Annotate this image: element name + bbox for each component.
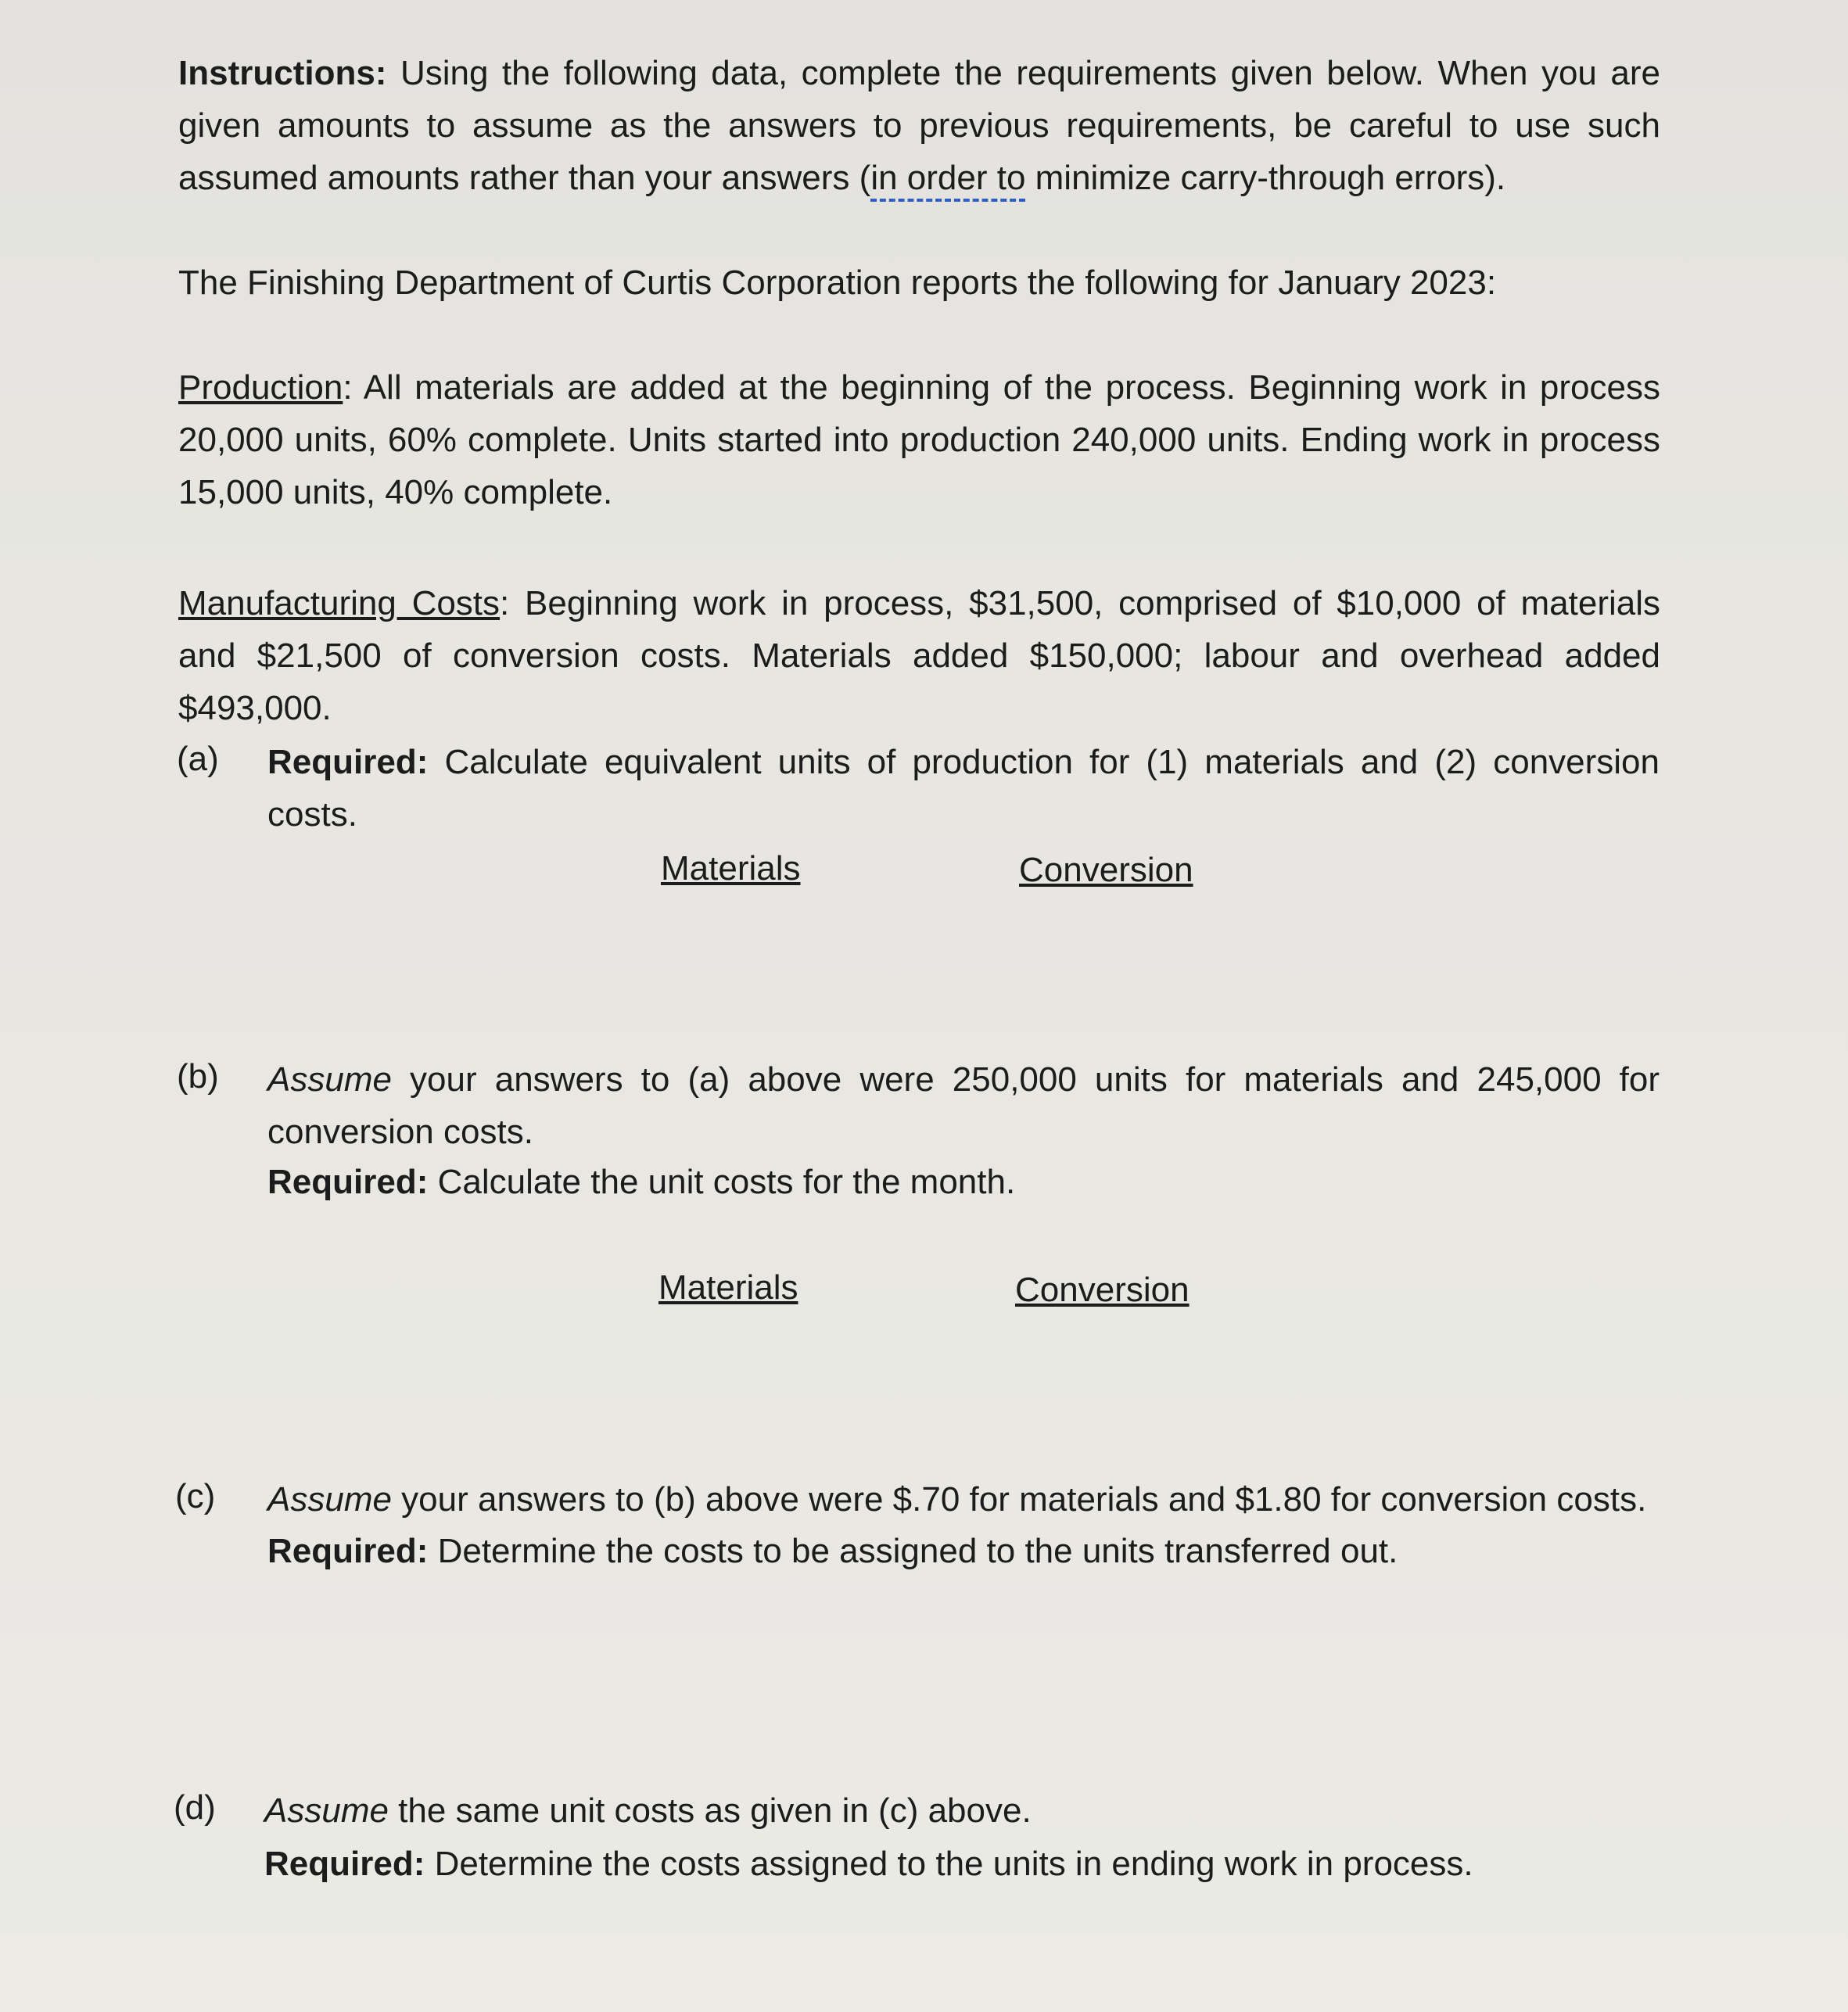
part-b-required-line — [267, 1156, 1660, 1208]
part-c-label: (c) — [175, 1477, 216, 1515]
part-b-assume-word: Assume — [267, 1060, 392, 1099]
production-paragraph — [178, 361, 1660, 518]
part-b-label: (b) — [177, 1057, 219, 1096]
manufacturing-costs-heading: Manufacturing Costs — [178, 584, 501, 622]
part-b-materials-column-heading: Materials — [658, 1268, 798, 1307]
part-a-required-label: Required: — [267, 743, 429, 781]
instructions-text-after: minimize carry-through errors). — [1025, 159, 1506, 197]
part-c-required-text: Determine the costs to be assigned to the units transferred out. — [428, 1532, 1398, 1570]
instructions-text-before: Using the following data, complete the requirements given below. When you are given amounts to assume as the answers to previous requirements, be careful to use such assumed amounts rather than your answers ( — [178, 54, 1660, 197]
instructions-highlighted-phrase[interactable]: in order to — [870, 159, 1025, 202]
part-c-required-line — [267, 1525, 1660, 1577]
part-b-required-label: Required: — [267, 1163, 429, 1201]
instructions-label: Instructions: — [178, 54, 387, 92]
part-d-label: (d) — [174, 1788, 216, 1827]
part-a-text — [267, 736, 1660, 841]
part-d-required-label: Required: — [264, 1845, 425, 1883]
manufacturing-costs-text: : Beginning work in process, $31,500, comprised of $10,000 of materials and $21,500 of conversion costs. Materials added $150,000; labour and overhead added $493,000. — [178, 584, 1660, 727]
part-a-materials-column-heading: Materials — [661, 849, 801, 888]
part-c-assume-word: Assume — [267, 1480, 392, 1519]
part-d-assume-word: Assume — [264, 1791, 389, 1830]
part-d-required-line — [264, 1838, 1656, 1890]
part-c-assume-body: your answers to (b) above were $.70 for materials and $1.80 for conversion costs. — [391, 1480, 1647, 1519]
part-a-conversion-column-heading: Conversion — [1019, 851, 1193, 889]
production-heading: Production — [178, 368, 343, 407]
intro-line: The Finishing Department of Curtis Corporation reports the following for January 2023: — [178, 264, 1497, 302]
part-c-required-label: Required: — [267, 1532, 429, 1570]
part-a-required-text: Calculate equivalent units of production for (1) materials and (2) conversion costs. — [267, 743, 1660, 834]
part-d-assume-text — [264, 1784, 1656, 1837]
part-d-required-text: Determine the costs assigned to the units in ending work in process. — [425, 1845, 1473, 1883]
part-c-assume-text — [267, 1473, 1660, 1526]
part-a-label: (a) — [177, 740, 219, 778]
part-d-assume-body: the same unit costs as given in (c) above. — [388, 1791, 1032, 1830]
manufacturing-costs-paragraph — [178, 577, 1660, 734]
part-b-assume-body: your answers to (a) above were 250,000 units for materials and 245,000 for conversion costs. — [267, 1060, 1660, 1151]
production-text: : All materials are added at the beginning of the process. Beginning work in process 20,000 units, 60% complete. Units started into production 240,000 units. Ending work in process 15,000 units, 40% complete. — [178, 368, 1660, 511]
part-b-conversion-column-heading: Conversion — [1015, 1271, 1190, 1309]
instructions-paragraph — [178, 47, 1660, 204]
part-b-required-text: Calculate the unit costs for the month. — [428, 1163, 1016, 1201]
part-b-assume-text — [267, 1053, 1660, 1158]
